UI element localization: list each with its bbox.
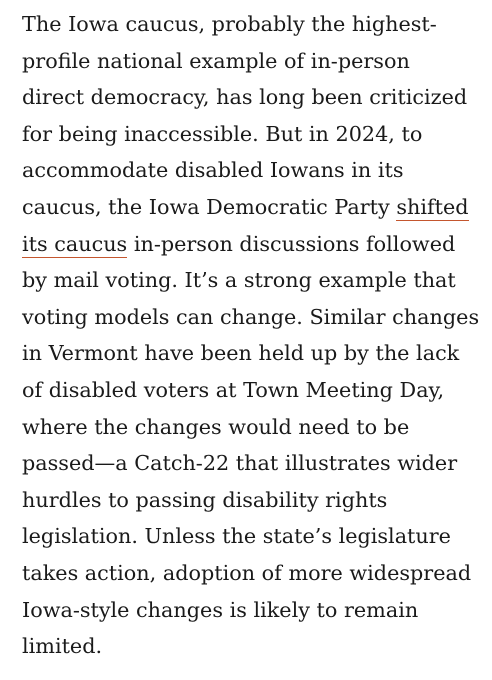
text-line: passed—a Catch-22 that illustrates wider [22, 451, 458, 476]
its-caucus-link[interactable]: its caucus [22, 231, 128, 256]
text-line: limited. [22, 634, 103, 659]
text-segment: caucus, the Iowa Democratic Party [22, 194, 397, 219]
text-line: profile national example of in-person [22, 48, 410, 73]
article-paragraph [22, 6, 482, 665]
text-line: legislation. Unless the state’s legislature [22, 524, 451, 549]
text-line: of disabled voters at Town Meeting Day, [22, 377, 445, 402]
text-line: in Vermont have been held up by the lack [22, 341, 460, 366]
text-line [22, 226, 482, 263]
text-line: where the changes would need to be [22, 414, 410, 439]
text-line [22, 189, 482, 226]
text-line: for being inaccessible. But in 2024, to [22, 121, 423, 146]
text-line: The Iowa caucus, probably the highest- [22, 12, 437, 36]
text-line: by mail voting. It’s a strong example that [22, 268, 456, 293]
text-line: hurdles to passing disability rights [22, 487, 388, 512]
text-line: accommodate disabled Iowans in its [22, 158, 404, 183]
text-line: direct democracy, has long been criticized [22, 85, 468, 110]
text-line: takes action, adoption of more widespread [22, 560, 472, 585]
shifted-link[interactable]: shifted [396, 194, 469, 219]
article-body [22, 6, 482, 665]
text-segment: in-person discussions followed [127, 231, 456, 256]
text-line: voting models can change. Similar changes [22, 304, 480, 329]
text-line: Iowa-style changes is likely to remain [22, 597, 419, 622]
